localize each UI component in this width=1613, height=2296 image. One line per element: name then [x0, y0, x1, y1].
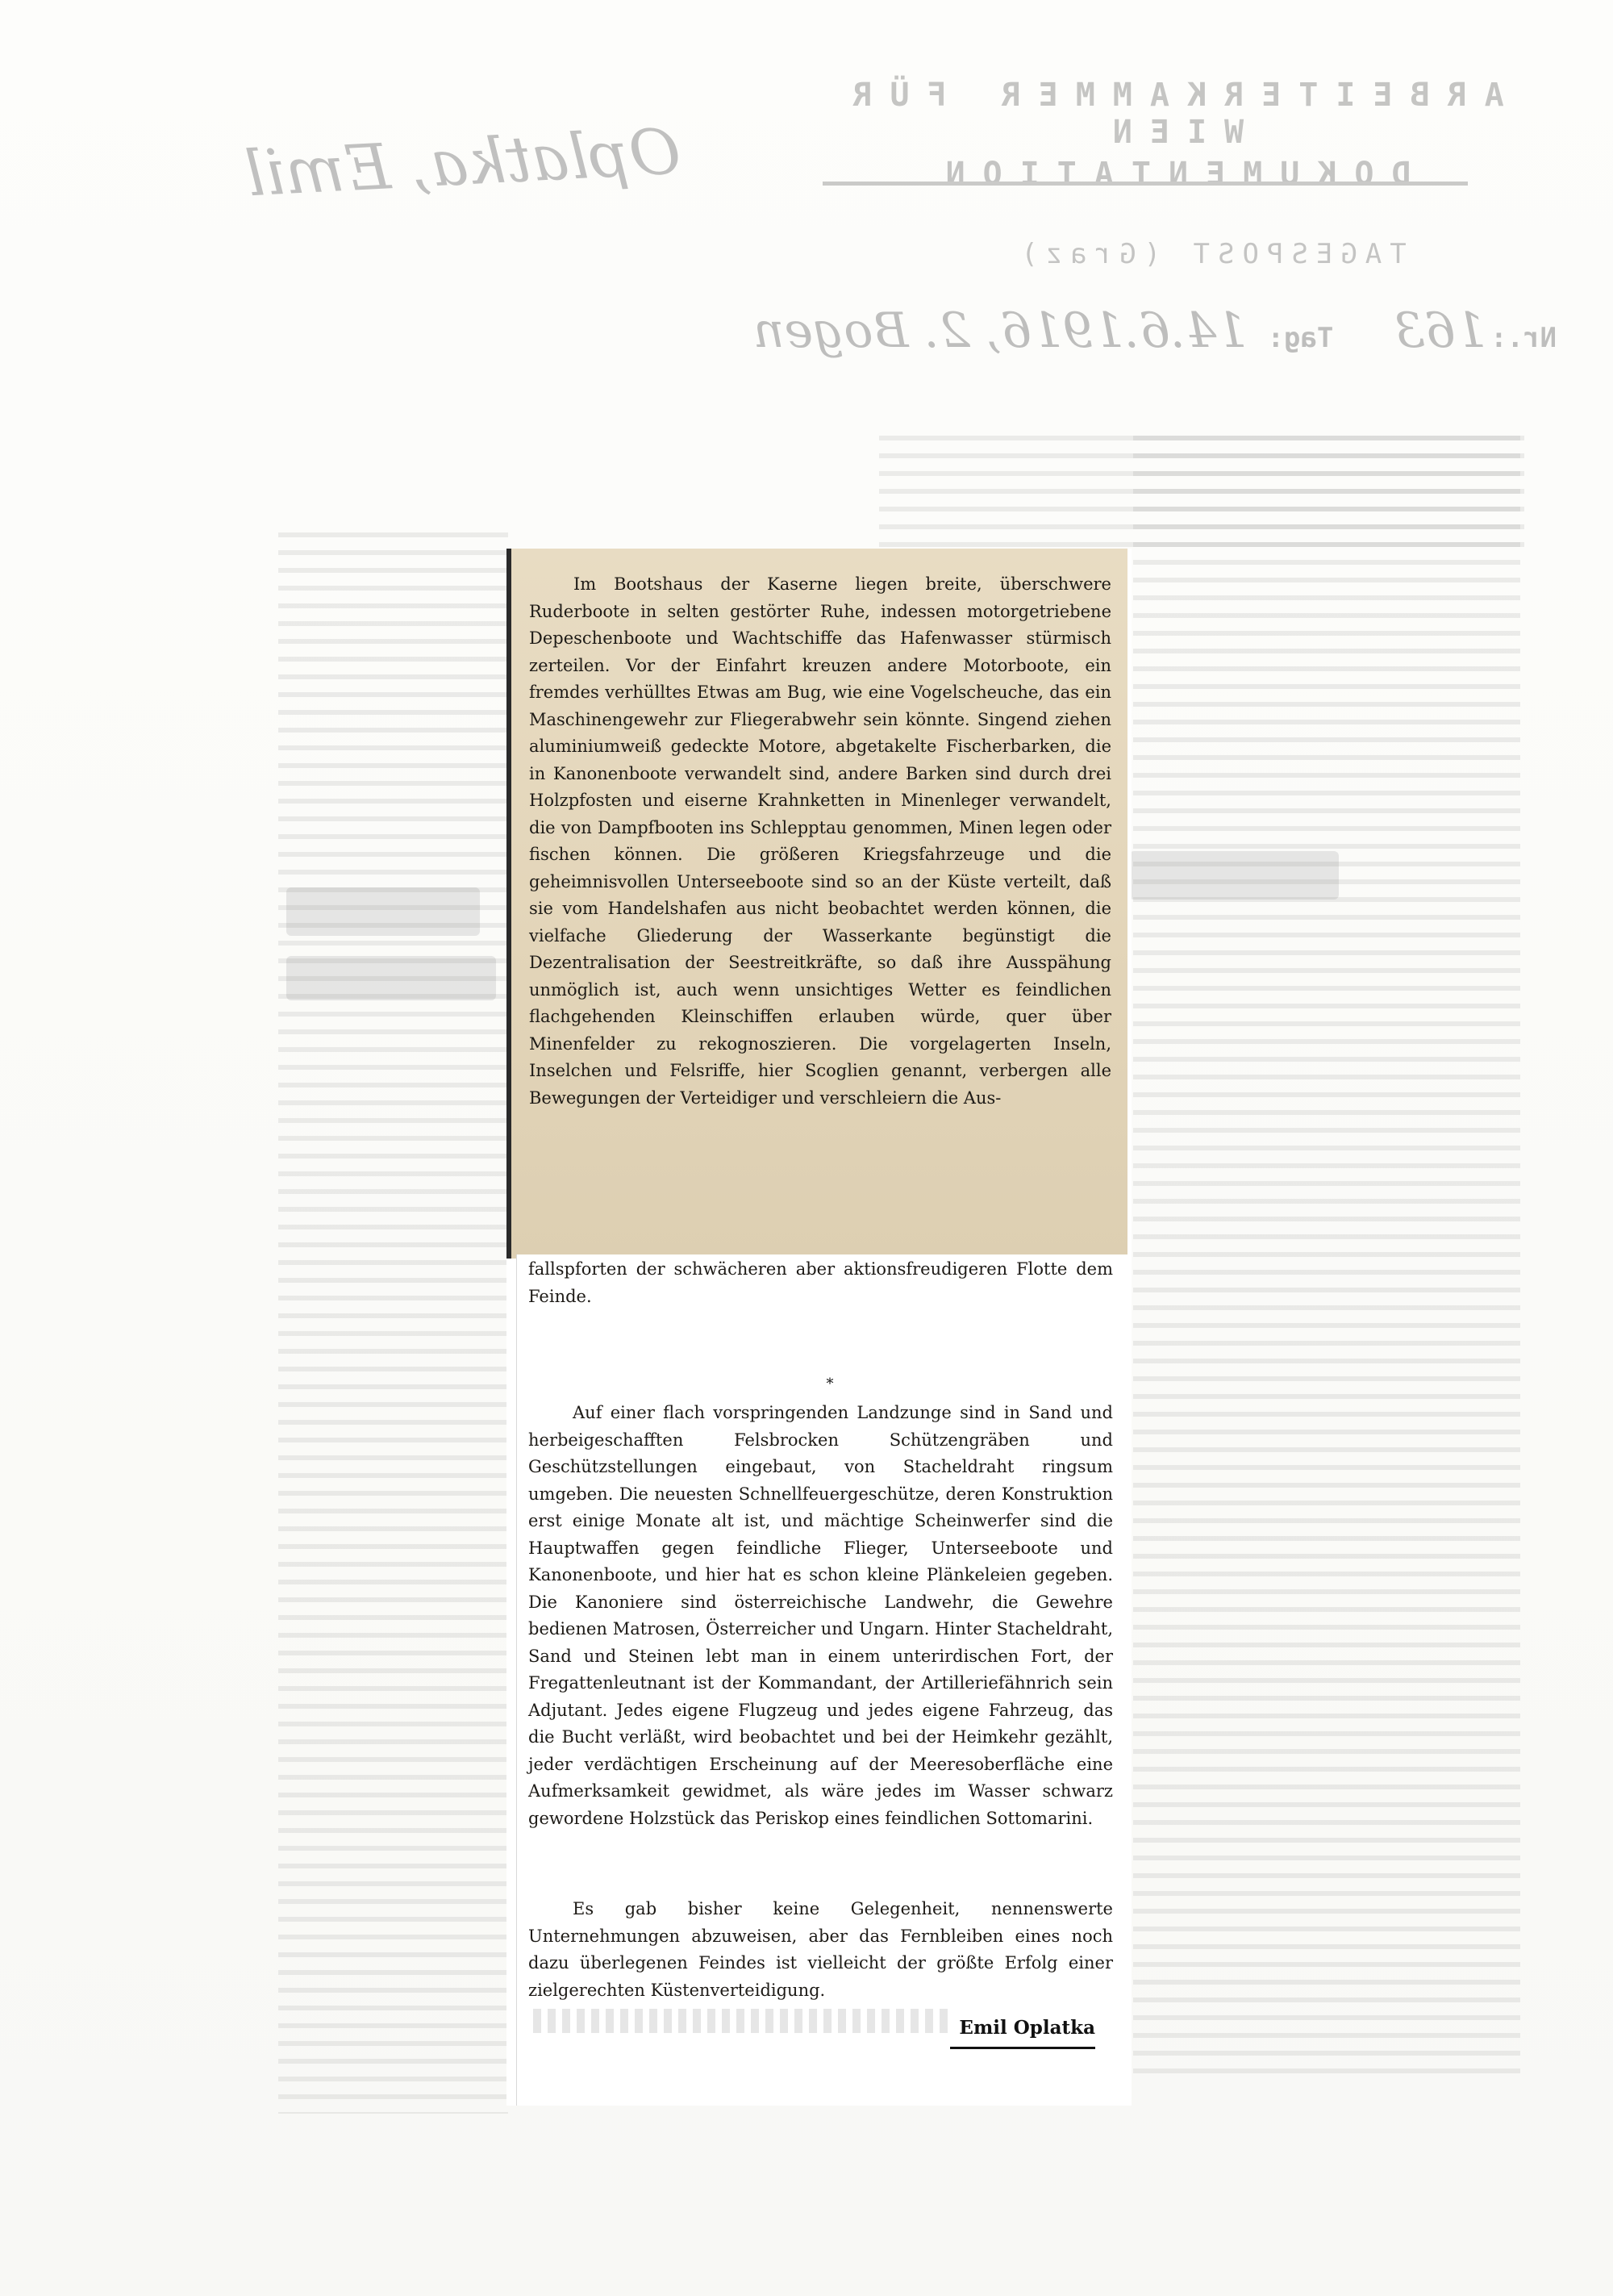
article-paragraph: Im Bootshaus der Kaserne liegen breite, überschwere Ruderboote in selten gestörter Ruhe, indessen motorgetriebene Depeschenboote und Wachtschiffe das Hafenwasser stürmisch zerteilen. Vor der Einfahrt kreuzen andere Motorboote, ein fremdes verhülltes Etwas am Bug, wie eine Vogelscheuche, das ein Maschinengewehr zur Fliegerabwehr sein könnte. Singend ziehen aluminiumweiß gedeckte Motore, abgetakelte Fischerbarken, die in Kanonenboote verwandelt sind, andere Barken sind durch drei Holzpfosten und eiserne Krahnketten in Minenleger verwandelt, die von Dampfbooten ins Schlepptau genommen, Minen legen oder fischen können. Die größeren Kriegsfahrzeuge und die geheimnisvollen Unterseeboote sind so an der Küste verteilt, daß sie vom Handelshafen aus nicht beobachtet werden können, die vielfache Gliederung der Wasserkante begünstigt die Dezentralisation der Seestreitkräfte, so daß ihre Ausspähung unmöglich ist, auch wenn unsichtiges Wetter es feindlichen flachgehenden Kleinschiffen erlauben würde, quer über Minenfelder zu rekognoszieren. Die vorgelagerten Inseln, Inselchen und Felsriffe, hier Scoglien genannt, verbergen alle Bewegungen der Verteidiger und verschleiern die Aus- [529, 574, 1111, 1108]
tag-label: Tag: [1267, 322, 1334, 354]
tag-value: 14.6.1916, 2. Bogen [752, 303, 1248, 359]
archive-stamp [823, 77, 1516, 198]
section-separator: * [826, 1376, 834, 1392]
stamp-rule [823, 182, 1468, 186]
clipping-white-part [516, 1254, 1129, 2106]
newspaper-name: TAGESPOST (Graz) [1013, 238, 1407, 270]
bleed-through-heading [1129, 851, 1339, 900]
issue-info [752, 303, 1557, 375]
stamp-line-2: DOKUMENTATION [927, 156, 1411, 193]
stamp-line-1: ARBEITERKAMMER FÜR WIEN [835, 77, 1504, 151]
bleed-through-heading [286, 956, 496, 1000]
article-author: Emil Oplatka [959, 2017, 1095, 2039]
newspaper-clipping [506, 549, 1132, 2106]
clipping-yellowed-part [506, 549, 1127, 1259]
nr-label: Nr.: [1490, 322, 1557, 354]
bleed-through-text [1133, 436, 1520, 2081]
bleed-through-text [278, 532, 508, 2114]
handwritten-author-name: Oplatka, Emil [243, 115, 683, 211]
nr-value: 163 [1394, 303, 1487, 359]
article-paragraph: Auf einer flach vorspringenden Landzunge sind in Sand und herbeigeschafften Felsbrocken Schützengräben und Geschützstellungen eingebaut, von Stacheldraht ringsum umgeben. Die neuesten Schnellfeuergeschütze, deren Konstruktion erst einige Monate alt ist, und mächtige Scheinwerfer sind die Hauptwaffen gegen feindliche Flieger, Unterseeboote und Kanonenboote, und hier hat es schon kleine Plänkeleien gegeben. Die Kanoniere sind österreichische Landwehr, die Gewehre bedienen Matrosen, Österreicher und Ungarn. Hinter Stacheldraht, Sand und Steinen lebt man in einem unterirdischen Fort, der Fregattenleutnant ist der Kommandant, der Artilleriefähnrich sein Adjutant. Jedes eigene Flugzeug und jedes eigene Fahrzeug, das die Bucht verläßt, wird beobachtet und bei der Heimkehr gezählt, jeder verdächtigen Erscheinung auf der Meeresoberfläche eine Aufmerksamkeit gewidmet, als wäre jedes im Wasser schwarz gewordene Holzstück das Periskop eines feindlichen Sottomarini. [528, 1403, 1113, 1828]
bleed-through-text [533, 2009, 952, 2033]
article-paragraph: fallspforten der schwächeren aber aktionsfreudigeren Flotte dem Feinde. [528, 1259, 1113, 1306]
article-paragraph: Es gab bisher keine Gelegenheit, nennenswerte Unternehmungen abzuweisen, aber das Fernbleiben eines noch dazu überlegenen Feindes ist vielleicht der größte Erfolg einer zielgerechten Küstenverteidigung. [528, 1899, 1113, 2000]
bleed-through-heading [286, 887, 480, 936]
author-underline [950, 2047, 1095, 2049]
